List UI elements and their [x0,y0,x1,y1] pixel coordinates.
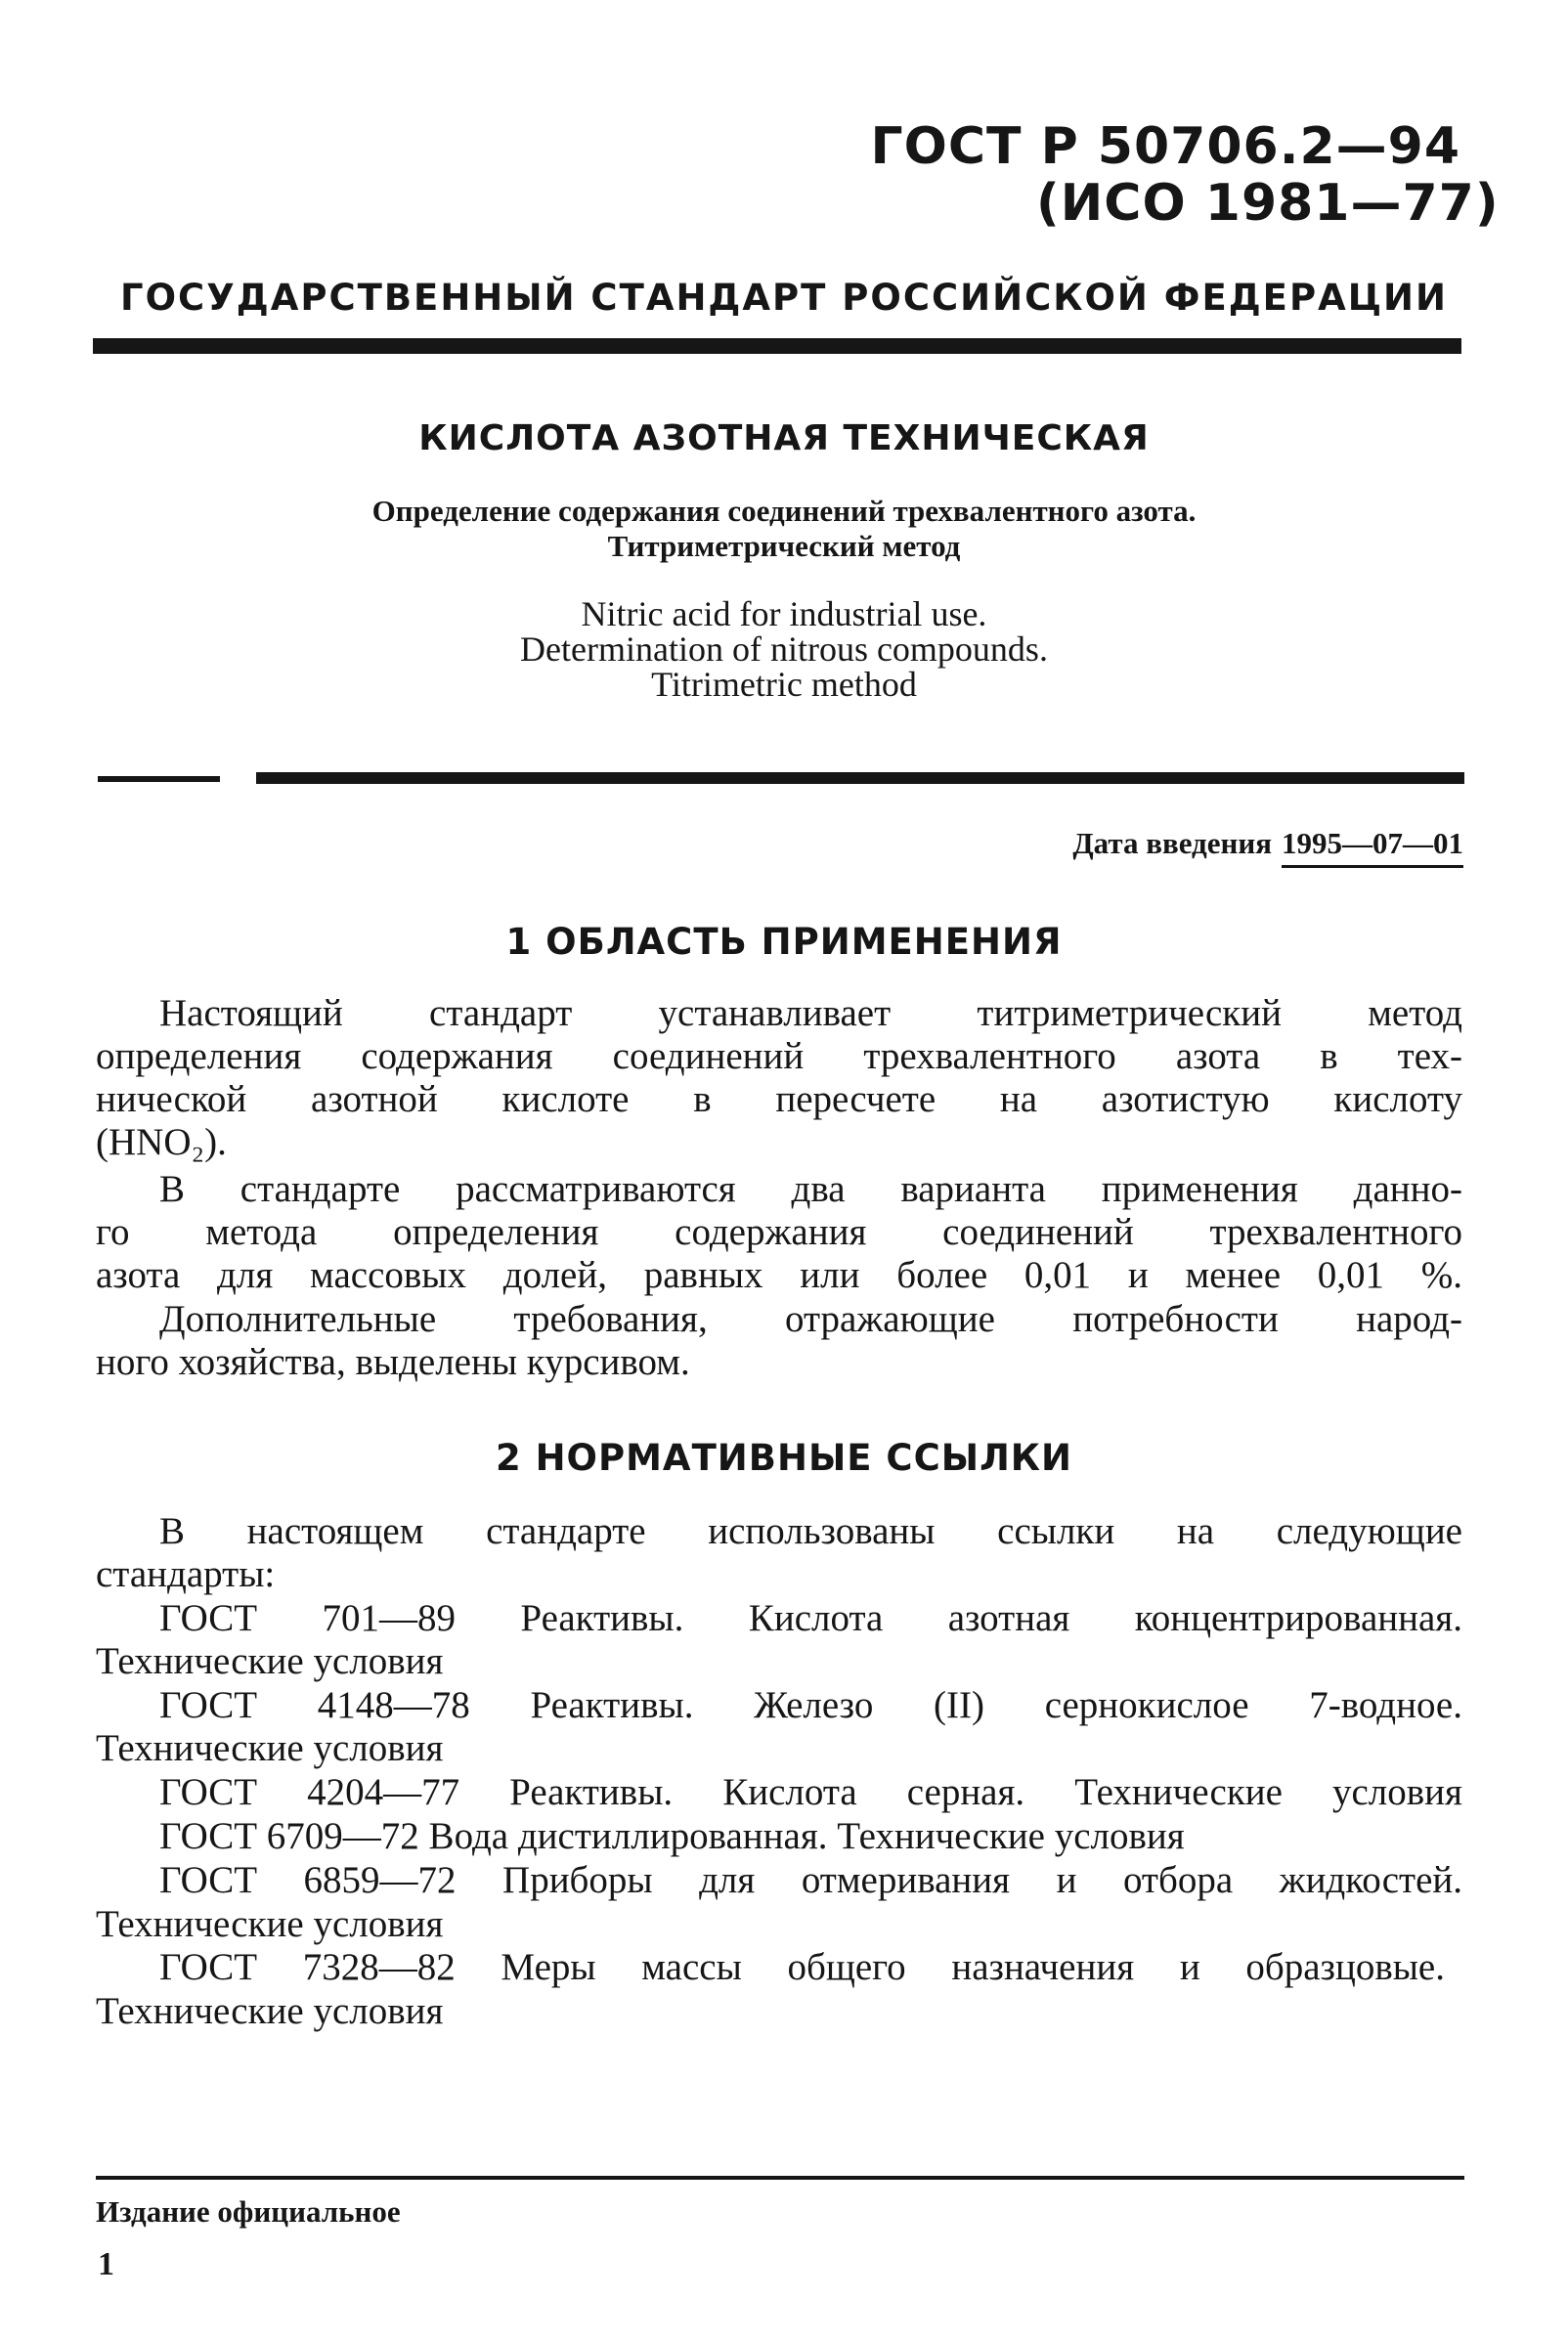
section-2-line: ГОСТ 7328—82 Меры массы общего назначения и образцовые. [159,1946,1445,1988]
introduction-date-value: 1995—07—01 [1282,826,1463,868]
section-1-line: определения содержания соединений трехвалентного азота в тех- [96,1035,1462,1077]
section-2-line: ГОСТ 4204—77 Реактивы. Кислота серная. Технические условия [159,1771,1462,1813]
section-1-line: Настоящий стандарт устанавливает титриметрический метод [159,992,1462,1034]
introduction-date [1072,826,1463,868]
section-2-line: ГОСТ 6709—72 Вода дистиллированная. Технические условия [159,1815,1185,1857]
section-2-line: ГОСТ 6859—72 Приборы для отмеривания и отбора жидкостей. [159,1859,1462,1901]
section-1-line: (HNO₂). [96,1121,227,1163]
page-number: 1 [98,2246,114,2282]
introduction-date-label: Дата введения [1072,826,1272,860]
top-divider [93,338,1461,354]
footer-divider [96,2176,1464,2180]
section-2-line: В настоящем стандарте использованы ссылки на следующие [159,1510,1462,1552]
section-2-line: Технические условия [96,1990,444,2032]
iso-code: (ИСО 1981—77) [1036,174,1500,233]
middle-divider-short [98,776,220,782]
section-1-line: го метода определения содержания соединений трехвалентного [96,1211,1462,1253]
document-title: КИСЛОТА АЗОТНАЯ ТЕХНИЧЕСКАЯ [418,418,1150,458]
state-standard-heading: ГОСУДАРСТВЕННЫЙ СТАНДАРТ РОССИЙСКОЙ ФЕДЕРАЦИИ [120,277,1448,319]
middle-divider-long [256,772,1464,784]
section-1-line: Дополнительные требования, отражающие потребности народ- [159,1298,1462,1340]
section-2-line: ГОСТ 4148—78 Реактивы. Железо (II) сернокислое 7-водное. [159,1684,1462,1726]
subtitle-en-line-2: Determination of nitrous compounds. [520,629,1048,669]
standard-code: ГОСТ Р 50706.2—94 [870,117,1460,176]
section-2-line: стандарты: [96,1553,276,1595]
subtitle-en-line-3: Titrimetric method [651,665,917,704]
section-2-line: ГОСТ 701—89 Реактивы. Кислота азотная концентрированная. [159,1597,1462,1639]
section-1-heading: 1 ОБЛАСТЬ ПРИМЕНЕНИЯ [505,921,1063,963]
edition-note: Издание официальное [96,2194,401,2229]
section-1-line: В стандарте рассматриваются два варианта применения данно- [159,1168,1462,1210]
section-2-line: Технические условия [96,1727,444,1769]
subtitle-en-line-1: Nitric acid for industrial use. [581,594,987,633]
subtitle-ru-line-2: Титриметрический метод [607,529,961,563]
subtitle-ru-line-1: Определение содержания соединений трехвалентного азота. [371,494,1197,528]
section-1-line: азота для массовых долей, равных или более 0,01 и менее 0,01 %. [96,1254,1462,1296]
section-1-line: ного хозяйства, выделены курсивом. [96,1341,690,1383]
section-2-line: Технические условия [96,1903,444,1945]
section-2-heading: 2 НОРМАТИВНЫЕ ССЫЛКИ [495,1437,1073,1479]
section-2-line: Технические условия [96,1640,444,1682]
section-1-line: нической азотной кислоте в пересчете на азотистую кислоту [96,1078,1462,1120]
